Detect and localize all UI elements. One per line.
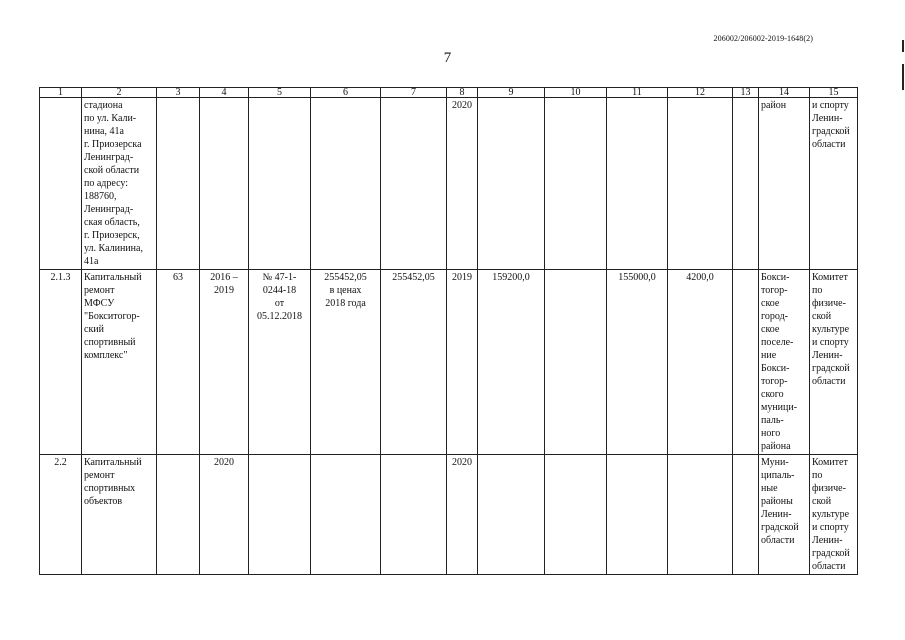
column-header: 6	[311, 88, 381, 98]
table-cell: 159200,0	[478, 270, 545, 455]
cell-year: 2020	[447, 455, 478, 575]
column-header: 5	[249, 88, 311, 98]
column-header: 3	[157, 88, 200, 98]
column-header: 9	[478, 88, 545, 98]
table-cell	[668, 455, 733, 575]
data-table	[39, 87, 858, 575]
table-cell	[157, 98, 200, 270]
table-cell	[733, 98, 759, 270]
cell-expertise: № 47-1- 0244-18 от 05.12.2018	[249, 270, 311, 455]
column-header: 13	[733, 88, 759, 98]
document-id: 206002/206002-2019-1648(2)	[713, 34, 813, 43]
table-cell	[733, 270, 759, 455]
column-header: 12	[668, 88, 733, 98]
cell-year: 2019	[447, 270, 478, 455]
cell-cost: 255452,05 в ценах 2018 года	[311, 270, 381, 455]
cell-object-name: стадиона по ул. Кали- нина, 41а г. Приозерска Ленинград- ской области по адресу: 188760, Ленинград- ская область, г. Приозерск, ул. Калинина, 41а	[82, 98, 157, 270]
column-header: 10	[545, 88, 607, 98]
table-cell: 255452,05	[381, 270, 447, 455]
column-header: 7	[381, 88, 447, 98]
table-cell	[381, 455, 447, 575]
page-number: 7	[443, 50, 452, 66]
column-header: 14	[759, 88, 810, 98]
column-header: 11	[607, 88, 668, 98]
table-cell: 4200,0	[668, 270, 733, 455]
cell-index: 2.2	[40, 455, 82, 575]
column-header: 4	[200, 88, 249, 98]
table-cell	[478, 455, 545, 575]
table-cell	[381, 98, 447, 270]
column-header: 15	[810, 88, 858, 98]
table-cell	[311, 455, 381, 575]
table-cell: 155000,0	[607, 270, 668, 455]
table-cell	[200, 98, 249, 270]
table-cell	[545, 455, 607, 575]
cell-responsible: и спорту Ленин- градской области	[810, 98, 858, 270]
table-cell	[545, 270, 607, 455]
table-cell	[249, 98, 311, 270]
table-cell	[249, 455, 311, 575]
cell-municipality: Муни- ципаль- ные районы Ленин- градской области	[759, 455, 810, 575]
cell-year: 2020	[447, 98, 478, 270]
column-header: 8	[447, 88, 478, 98]
column-header: 2	[82, 88, 157, 98]
edge-mark-mid	[902, 64, 904, 90]
cell-responsible: Комитет по физиче- ской культуре и спорту Ленин- градской области	[810, 270, 858, 455]
edge-mark-top	[902, 40, 904, 52]
table-cell	[545, 98, 607, 270]
table-cell	[157, 455, 200, 575]
table-cell	[668, 98, 733, 270]
table-row	[40, 98, 858, 270]
column-number-row	[40, 88, 858, 98]
table-cell: 63	[157, 270, 200, 455]
cell-responsible: Комитет по физиче- ской культуре и спорту Ленин- градской области	[810, 455, 858, 575]
table-cell	[311, 98, 381, 270]
column-header: 1	[40, 88, 82, 98]
cell-object-name: Капитальный ремонт МФСУ "Бокситогор- ский спортивный комплекс"	[82, 270, 157, 455]
table-cell	[733, 455, 759, 575]
table-row	[40, 270, 858, 455]
cell-index	[40, 98, 82, 270]
cell-municipality: Бокси- тогор- ское город- ское поселе- ние Бокси- тогор- ского муници- паль- ного района	[759, 270, 810, 455]
table-cell	[607, 98, 668, 270]
cell-period: 2020	[200, 455, 249, 575]
cell-index: 2.1.3	[40, 270, 82, 455]
table-cell	[607, 455, 668, 575]
table-row	[40, 455, 858, 575]
table-cell	[478, 98, 545, 270]
cell-object-name: Капитальный ремонт спортивных объектов	[82, 455, 157, 575]
cell-municipality: район	[759, 98, 810, 270]
cell-period: 2016 – 2019	[200, 270, 249, 455]
